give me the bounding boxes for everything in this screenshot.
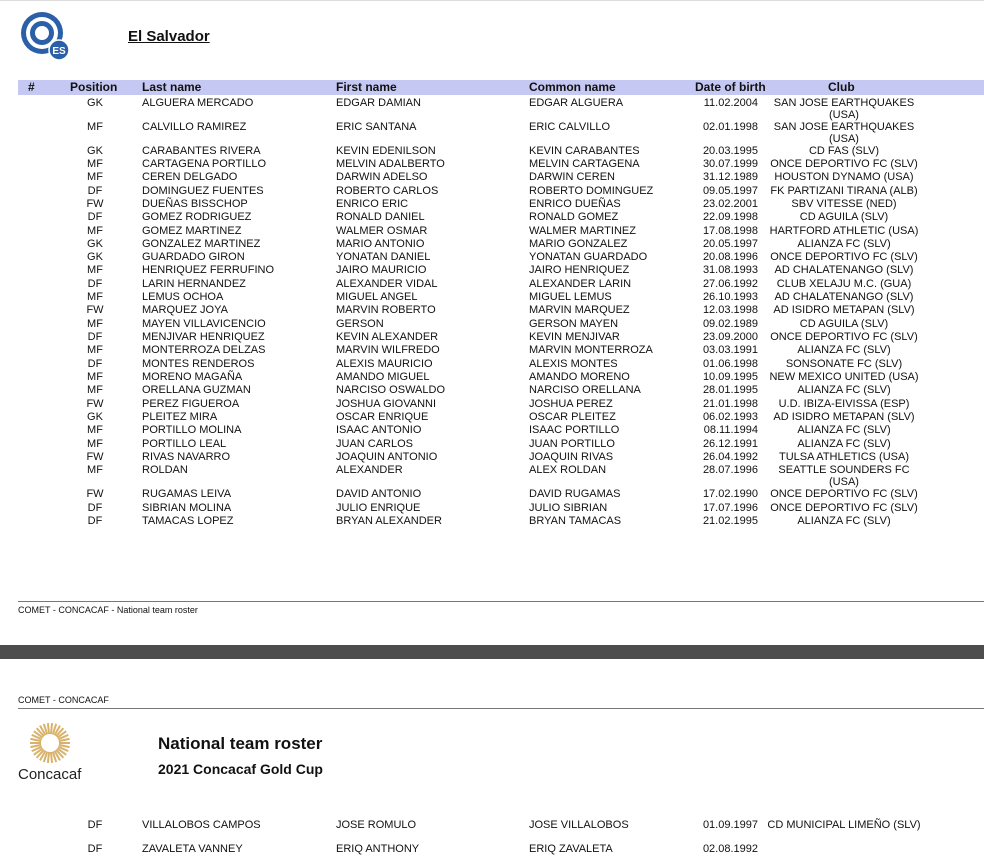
last-name-cell: ORELLANA GUZMAN [142,384,251,396]
common-name-cell: MARVIN MONTERROZA [529,344,653,356]
date-of-birth-cell: 09.02.1989 [702,318,758,330]
first-name-cell: KEVIN ALEXANDER [336,331,439,343]
last-name-cell: ROLDAN [142,464,188,476]
date-of-birth-cell: 17.07.1996 [702,502,758,514]
date-of-birth-cell: 22.09.1998 [702,211,758,223]
club-cell: ALIANZA FC (SLV) [797,438,891,450]
first-name-cell: RONALD DANIEL [336,211,425,223]
first-name-cell: EDGAR DAMIAN [336,97,421,109]
last-name-cell: MENJIVAR HENRIQUEZ [142,331,265,343]
last-name-cell: GOMEZ RODRIGUEZ [142,211,252,223]
date-of-birth-cell: 20.03.1995 [702,145,758,157]
last-name-cell: DUEÑAS BISSCHOP [142,198,248,210]
position-cell: DF [87,819,103,831]
common-name-cell: JOSE VILLALOBOS [529,819,629,831]
position-cell: MF [87,171,103,183]
date-of-birth-cell: 28.01.1995 [702,384,758,396]
position-cell: GK [87,145,103,157]
page-separator [0,645,984,659]
date-of-birth-cell: 09.05.1997 [702,185,758,197]
first-name-cell: BRYAN ALEXANDER [336,515,442,527]
date-of-birth-cell: 21.02.1995 [702,515,758,527]
common-name-cell: RONALD GOMEZ [529,211,619,223]
first-name-cell: JOAQUIN ANTONIO [336,451,438,463]
first-name-cell: YONATAN DANIEL [336,251,431,263]
first-name-cell: KEVIN EDENILSON [336,145,436,157]
common-name-cell: ALEXANDER LARIN [529,278,632,290]
club-cell: HARTFORD ATHLETIC (USA) [769,225,919,237]
last-name-cell: ZAVALETA VANNEY [142,843,243,855]
concacaf-sun-icon [28,721,72,765]
position-cell: MF [87,121,103,133]
last-name-cell: RIVAS NAVARRO [142,451,231,463]
first-name-cell: ALEXIS MAURICIO [336,358,433,370]
common-name-cell: NARCISO ORELLANA [529,384,641,396]
first-name-cell: MELVIN ADALBERTO [336,158,445,170]
position-cell: DF [87,278,103,290]
last-name-cell: MORENO MAGAÑA [142,371,243,383]
club-cell: ONCE DEPORTIVO FC (SLV) [770,502,918,514]
club-cell: FK PARTIZANI TIRANA (ALB) [770,185,918,197]
common-name-cell: MARIO GONZALEZ [529,238,628,250]
club-cell: AD CHALATENANGO (SLV) [774,264,914,276]
first-name-cell: MIGUEL ANGEL [336,291,418,303]
date-of-birth-cell: 26.12.1991 [702,438,758,450]
first-name-cell: AMANDO MIGUEL [336,371,430,383]
common-name-cell: MELVIN CARTAGENA [529,158,640,170]
club-cell: ONCE DEPORTIVO FC (SLV) [770,251,918,263]
col-club: Club [828,80,855,94]
date-of-birth-cell: 30.07.1999 [702,158,758,170]
first-name-cell: ENRICO ERIC [336,198,409,210]
position-cell: GK [87,97,103,109]
club-cell: NEW MEXICO UNITED (USA) [769,371,919,383]
last-name-cell: DOMINGUEZ FUENTES [142,185,264,197]
last-name-cell: ALGUERA MERCADO [142,97,254,109]
first-name-cell: JULIO ENRIQUE [336,502,421,514]
date-of-birth-cell: 17.08.1998 [702,225,758,237]
club-cell: CD AGUILA (SLV) [799,211,889,223]
page-header-org: COMET - CONCACAF [18,695,109,705]
first-name-cell: ALEXANDER VIDAL [336,278,438,290]
col-position: Position [70,80,118,94]
common-name-cell: ROBERTO DOMINGUEZ [529,185,654,197]
logo-initials: ES [52,46,66,57]
common-name-cell: WALMER MARTINEZ [529,225,636,237]
first-name-cell: GERSON [336,318,384,330]
position-cell: GK [87,411,103,423]
club-cell: ONCE DEPORTIVO FC (SLV) [770,331,918,343]
position-cell: FW [86,398,104,410]
club-cell: SBV VITESSE (NED) [791,198,897,210]
position-cell: MF [87,344,103,356]
header-divider [18,708,984,709]
common-name-cell: MIGUEL LEMUS [529,291,612,303]
club-cell: ONCE DEPORTIVO FC (SLV) [770,158,918,170]
last-name-cell: MARQUEZ JOYA [142,304,228,316]
club-cell: ALIANZA FC (SLV) [797,515,891,527]
date-of-birth-cell: 20.05.1997 [702,238,758,250]
col-last-name: Last name [142,80,202,94]
position-cell: DF [87,358,103,370]
first-name-cell: ROBERTO CARLOS [336,185,439,197]
team-title: El Salvador [128,28,210,45]
document-title: National team roster [158,734,323,753]
date-of-birth-cell: 27.06.1992 [702,278,758,290]
position-cell: FW [86,488,104,500]
last-name-cell: LEMUS OCHOA [142,291,224,303]
common-name-cell: ALEX ROLDAN [529,464,607,476]
first-name-cell: JOSE ROMULO [336,819,417,831]
date-of-birth-cell: 23.09.2000 [702,331,758,343]
last-name-cell: SIBRIAN MOLINA [142,502,232,514]
date-of-birth-cell: 10.09.1995 [702,371,758,383]
last-name-cell: PORTILLO MOLINA [142,424,242,436]
last-name-cell: GONZALEZ MARTINEZ [142,238,261,250]
position-cell: DF [87,515,103,527]
club-cell: CD AGUILA (SLV) [799,318,889,330]
position-cell: DF [87,331,103,343]
common-name-cell: ALEXIS MONTES [529,358,618,370]
common-name-cell: DAVID RUGAMAS [529,488,621,500]
first-name-cell: WALMER OSMAR [336,225,428,237]
common-name-cell: KEVIN MENJIVAR [529,331,620,343]
col-common-name: Common name [529,80,616,94]
roster-page-2 [0,659,984,866]
club-cell: ALIANZA FC (SLV) [797,384,891,396]
club-cell: AD CHALATENANGO (SLV) [774,291,914,303]
common-name-cell: ERIC CALVILLO [529,121,611,133]
first-name-cell: ISAAC ANTONIO [336,424,422,436]
first-name-cell: DARWIN ADELSO [336,171,428,183]
common-name-cell: BRYAN TAMACAS [529,515,622,527]
club-cell: CLUB XELAJU M.C. (GUA) [776,278,912,290]
common-name-cell: JOAQUIN RIVAS [529,451,614,463]
club-cell: SONSONATE FC (SLV) [785,358,903,370]
common-name-cell: ISAAC PORTILLO [529,424,620,436]
common-name-cell: JOSHUA PEREZ [529,398,613,410]
first-name-cell: JUAN CARLOS [336,438,414,450]
date-of-birth-cell: 21.01.1998 [702,398,758,410]
footer-divider [18,601,984,602]
first-name-cell: JOSHUA GIOVANNI [336,398,437,410]
position-cell: DF [87,211,103,223]
position-cell: MF [87,424,103,436]
common-name-cell: AMANDO MORENO [529,371,630,383]
common-name-cell: MARVIN MARQUEZ [529,304,630,316]
col-date-of-birth: Date of birth [695,80,766,94]
col-num: # [28,80,35,94]
last-name-cell: GOMEZ MARTINEZ [142,225,242,237]
col-first-name: First name [336,80,397,94]
position-cell: GK [87,251,103,263]
last-name-cell: PLEITEZ MIRA [142,411,218,423]
common-name-cell: JUAN PORTILLO [529,438,615,450]
position-cell: DF [87,502,103,514]
position-cell: MF [87,384,103,396]
common-name-cell: OSCAR PLEITEZ [529,411,616,423]
last-name-cell: LARIN HERNANDEZ [142,278,246,290]
club-cell: ALIANZA FC (SLV) [797,424,891,436]
page-footer: COMET - CONCACAF - National team roster [18,605,198,615]
first-name-cell: DAVID ANTONIO [336,488,422,500]
date-of-birth-cell: 02.08.1992 [702,843,758,855]
last-name-cell: TAMACAS LOPEZ [142,515,234,527]
date-of-birth-cell: 26.04.1992 [702,451,758,463]
date-of-birth-cell: 03.03.1991 [702,344,758,356]
club-cell: U.D. IBIZA-EIVISSA (ESP) [778,398,910,410]
position-cell: MF [87,291,103,303]
club-cell: CD MUNICIPAL LIMEÑO (SLV) [767,819,921,831]
first-name-cell: MARVIN WILFREDO [336,344,440,356]
position-cell: DF [87,843,103,855]
position-cell: MF [87,158,103,170]
date-of-birth-cell: 17.02.1990 [702,488,758,500]
club-cell: SAN JOSE EARTHQUAKES (USA) [773,121,915,145]
common-name-cell: JULIO SIBRIAN [529,502,608,514]
common-name-cell: YONATAN GUARDADO [529,251,648,263]
position-cell: GK [87,238,103,250]
date-of-birth-cell: 06.02.1993 [702,411,758,423]
common-name-cell: EDGAR ALGUERA [529,97,624,109]
date-of-birth-cell: 26.10.1993 [702,291,758,303]
position-cell: MF [87,464,103,476]
common-name-cell: ERIQ ZAVALETA [529,843,613,855]
first-name-cell: MARIO ANTONIO [336,238,425,250]
last-name-cell: MAYEN VILLAVICENCIO [142,318,266,330]
position-cell: MF [87,318,103,330]
position-cell: DF [87,185,103,197]
date-of-birth-cell: 11.02.2004 [703,97,758,109]
club-cell: ALIANZA FC (SLV) [797,238,891,250]
last-name-cell: VILLALOBOS CAMPOS [142,819,261,831]
federation-logo [20,11,70,61]
position-cell: MF [87,371,103,383]
last-name-cell: GUARDADO GIRON [142,251,245,263]
club-cell: TULSA ATHLETICS (USA) [779,451,909,463]
date-of-birth-cell: 02.01.1998 [702,121,758,133]
club-cell: ONCE DEPORTIVO FC (SLV) [770,488,918,500]
date-of-birth-cell: 08.11.1994 [703,424,758,436]
position-cell: FW [86,304,104,316]
club-cell: ALIANZA FC (SLV) [797,344,891,356]
common-name-cell: KEVIN CARABANTES [529,145,640,157]
position-cell: MF [87,438,103,450]
club-cell: AD ISIDRO METAPAN (SLV) [773,411,915,423]
last-name-cell: MONTES RENDEROS [142,358,255,370]
date-of-birth-cell: 23.02.2001 [702,198,758,210]
first-name-cell: MARVIN ROBERTO [336,304,436,316]
first-name-cell: JAIRO MAURICIO [336,264,427,276]
tournament-subtitle: 2021 Concacaf Gold Cup [158,761,323,777]
last-name-cell: CEREN DELGADO [142,171,238,183]
club-cell: HOUSTON DYNAMO (USA) [774,171,914,183]
last-name-cell: PEREZ FIGUEROA [142,398,240,410]
last-name-cell: PORTILLO LEAL [142,438,227,450]
common-name-cell: DARWIN CEREN [529,171,615,183]
club-cell: CD FAS (SLV) [808,145,880,157]
first-name-cell: ERIC SANTANA [336,121,417,133]
date-of-birth-cell: 01.09.1997 [702,819,758,831]
table-header [18,80,984,95]
position-cell: FW [86,198,104,210]
date-of-birth-cell: 31.12.1989 [702,171,758,183]
first-name-cell: OSCAR ENRIQUE [336,411,429,423]
common-name-cell: JAIRO HENRIQUEZ [529,264,630,276]
last-name-cell: CALVILLO RAMIREZ [142,121,247,133]
concacaf-wordmark: Concacaf [18,766,82,783]
last-name-cell: CARABANTES RIVERA [142,145,261,157]
position-cell: MF [87,264,103,276]
last-name-cell: CARTAGENA PORTILLO [142,158,267,170]
date-of-birth-cell: 31.08.1993 [702,264,758,276]
last-name-cell: HENRIQUEZ FERRUFINO [142,264,274,276]
club-cell: SAN JOSE EARTHQUAKES (USA) [773,97,915,121]
first-name-cell: ERIQ ANTHONY [336,843,420,855]
first-name-cell: ALEXANDER [336,464,403,476]
date-of-birth-cell: 20.08.1996 [702,251,758,263]
common-name-cell: GERSON MAYEN [529,318,619,330]
last-name-cell: MONTERROZA DELZAS [142,344,266,356]
date-of-birth-cell: 01.06.1998 [702,358,758,370]
date-of-birth-cell: 12.03.1998 [702,304,758,316]
club-cell: SEATTLE SOUNDERS FC (USA) [778,464,910,488]
position-cell: MF [87,225,103,237]
common-name-cell: ENRICO DUEÑAS [529,198,621,210]
last-name-cell: RUGAMAS LEIVA [142,488,232,500]
club-cell: AD ISIDRO METAPAN (SLV) [773,304,915,316]
position-cell: FW [86,451,104,463]
first-name-cell: NARCISO OSWALDO [336,384,445,396]
date-of-birth-cell: 28.07.1996 [702,464,758,476]
